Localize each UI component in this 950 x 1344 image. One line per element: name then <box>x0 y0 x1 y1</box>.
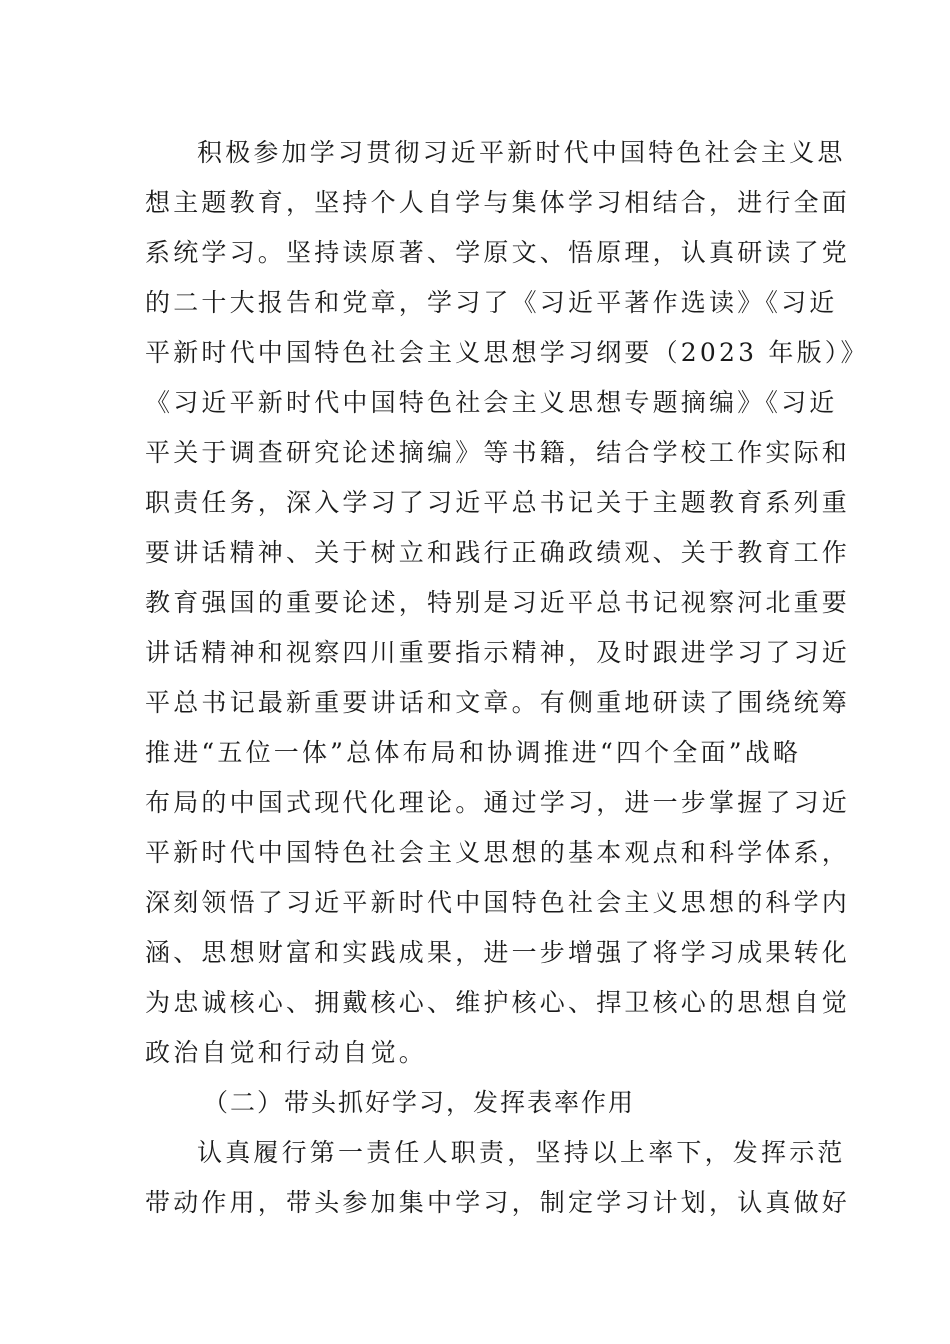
paragraph-line: 布局的中国式现代化理论。通过学习，进一步掌握了习近 <box>145 788 851 817</box>
paragraph-line: 政治自觉和行动自觉。 <box>145 1038 428 1067</box>
paragraph-line: 平新时代中国特色社会主义思想的基本观点和科学体系， <box>145 838 851 867</box>
section-heading: （二）带头抓好学习，发挥表率作用 <box>203 1088 636 1117</box>
paragraph-line: 的二十大报告和党章，学习了《习近平著作选读》《习近 <box>145 288 838 317</box>
paragraph-study-participation <box>145 128 869 1078</box>
paragraph-line: 教育强国的重要论述，特别是习近平总书记视察河北重要 <box>145 588 851 617</box>
paragraph-line: 平新时代中国特色社会主义思想学习纲要（2023 年版）》 <box>145 338 869 367</box>
paragraph-line: 涵、思想财富和实践成果，进一步增强了将学习成果转化 <box>145 938 851 967</box>
paragraph-line: 带动作用，带头参加集中学习，制定学习计划，认真做好 <box>145 1188 851 1217</box>
paragraph-line: 推进“五位一体”总体布局和协调推进“四个全面”战略 <box>145 738 802 767</box>
paragraph-line: 积极参加学习贯彻习近平新时代中国特色社会主义思 <box>197 138 846 167</box>
paragraph-line: 职责任务，深入学习了习近平总书记关于主题教育系列重 <box>145 488 851 517</box>
paragraph-line: 深刻领悟了习近平新时代中国特色社会主义思想的科学内 <box>145 888 851 917</box>
paragraph-line: 《习近平新时代中国特色社会主义思想专题摘编》《习近 <box>145 388 838 417</box>
paragraph-line: 想主题教育，坚持个人自学与集体学习相结合，进行全面 <box>145 188 851 217</box>
paragraph-line: 要讲话精神、关于树立和践行正确政绩观、关于教育工作 <box>145 538 851 567</box>
paragraph-line: 系统学习。坚持读原著、学原文、悟原理，认真研读了党 <box>145 238 851 267</box>
paragraph-line: 为忠诚核心、拥戴核心、维护核心、捍卫核心的思想自觉 <box>145 988 851 1017</box>
paragraph-first-responsibility <box>145 1128 851 1228</box>
document-body <box>145 128 869 1228</box>
paragraph-line: 认真履行第一责任人职责，坚持以上率下，发挥示范 <box>197 1138 846 1167</box>
paragraph-line: 讲话精神和视察四川重要指示精神，及时跟进学习了习近 <box>145 638 851 667</box>
paragraph-line: 平总书记最新重要讲话和文章。有侧重地研读了围绕统筹 <box>145 688 851 717</box>
paragraph-line: 平关于调查研究论述摘编》等书籍，结合学校工作实际和 <box>145 438 851 467</box>
